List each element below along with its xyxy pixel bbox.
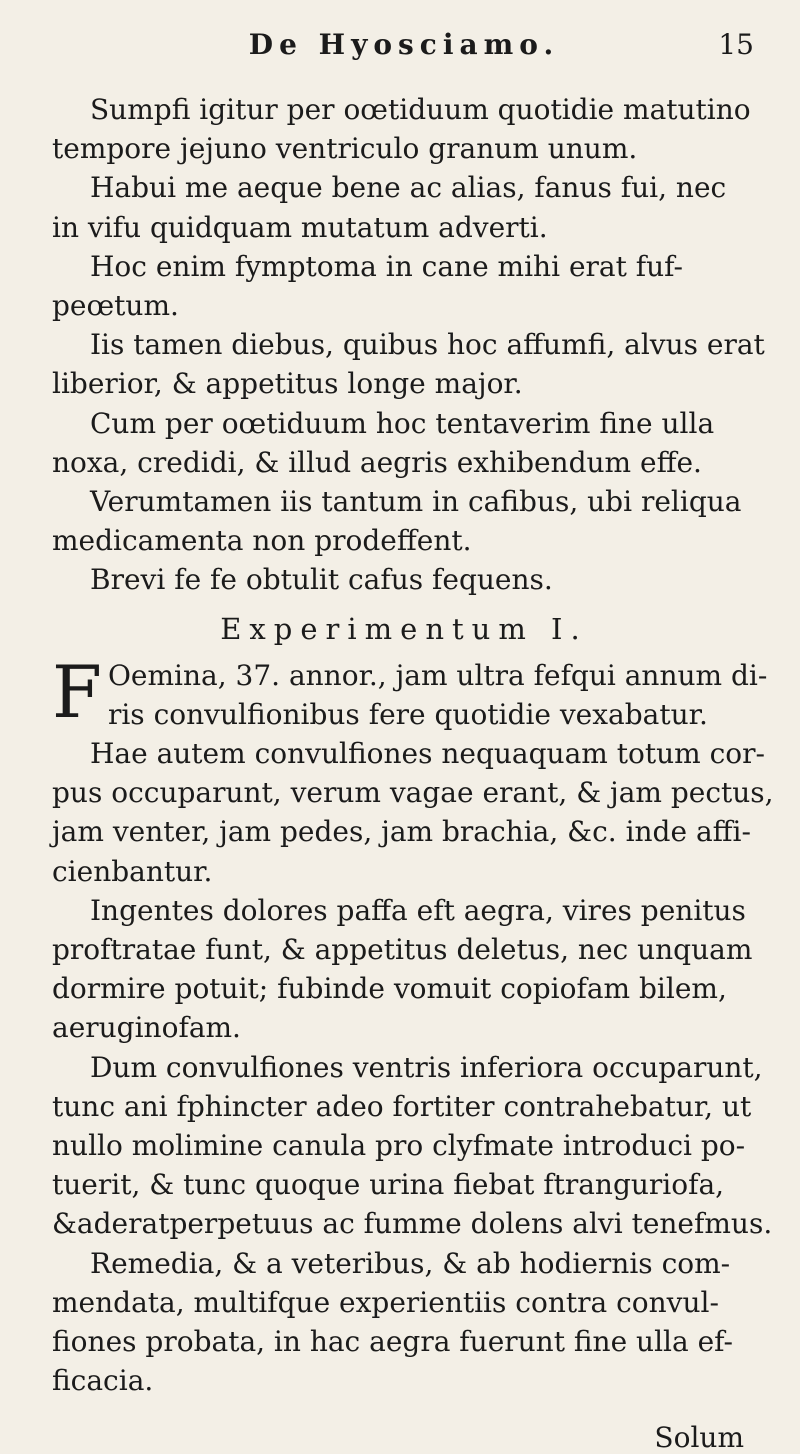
text-line: nullo molimine canula pro clyfmate introduci po- xyxy=(52,1129,746,1163)
text-line: Verumtamen iis tantum in cafibus, ubi reliqua xyxy=(90,485,742,519)
section-title: Experimentum I. xyxy=(220,611,588,646)
text-line: Dum convulfiones ventris inferiora occuparunt, xyxy=(90,1050,763,1084)
text-line: Brevi fe fe obtulit cafus fequens. xyxy=(90,563,553,597)
text-line: Sumpfi igitur per oœtiduum quotidie matutino xyxy=(90,93,751,126)
experiment-text xyxy=(52,649,774,1401)
text-line: jam venter, jam pedes, jam brachia, &c. inde affi- xyxy=(52,815,751,849)
running-head: De Hyosciamo. xyxy=(248,28,560,61)
text-line: in vifu quidquam mutatum adverti. xyxy=(52,210,548,244)
text-line: mendata, multifque experientiis contra convul- xyxy=(52,1285,719,1319)
experiment-lines xyxy=(52,734,774,1400)
page-number: 15 xyxy=(718,28,754,61)
text-line: cienbantur. xyxy=(52,854,213,888)
text-line: tunc ani fphincter adeo fortiter contrahebatur, ut xyxy=(52,1089,752,1123)
text-line: Hae autem convulfiones nequaquam totum cor- xyxy=(90,737,765,771)
text-line: Hoc enim fymptoma in cane mihi erat fuf- xyxy=(90,249,683,283)
text-line: noxa, credidi, & illud aegris exhibendum effe. xyxy=(52,445,702,479)
text-line: Remedia, & a veteribus, & ab hodiernis com- xyxy=(90,1246,731,1280)
text-line: pus occuparunt, verum vagae erant, & jam pectus, xyxy=(52,776,774,810)
text-line: Oemina, 37. annor., jam ultra fefqui annum di- xyxy=(107,658,768,692)
text-line: medicamenta non prodeffent. xyxy=(52,524,472,558)
text-line: &aderatperpetuus ac fumme dolens alvi tenefmus. xyxy=(52,1207,773,1241)
drop-cap: F xyxy=(52,649,102,734)
text-line: ris convulfionibus fere quotidie vexabatur. xyxy=(107,697,708,731)
text-line: peœtum. xyxy=(52,289,179,323)
text-line: ficacia. xyxy=(52,1364,154,1398)
text-line: proftratae funt, & appetitus deletus, nec unquam xyxy=(52,933,753,967)
text-line: tempore jejuno ventriculo granum unum. xyxy=(52,132,638,166)
text-line: fiones probata, in hac aegra fuerunt fine ulla ef- xyxy=(52,1325,733,1359)
text-line: dormire potuit; fubinde vomuit copiofam bilem, xyxy=(52,972,727,1006)
text-line: Ingentes dolores paffa eft aegra, vires penitus xyxy=(90,893,746,927)
text-line: tuerit, & tunc quoque urina fiebat ftranguriofa, xyxy=(52,1168,725,1202)
text-line: Iis tamen diebus, quibus hoc affumfi, alvus erat xyxy=(90,328,765,362)
text-line: liberior, & appetitus longe major. xyxy=(52,367,523,401)
opening-paragraph xyxy=(52,649,768,734)
page-header xyxy=(52,28,756,90)
text-line: Cum per oœtiduum hoc tentaverim fine ulla xyxy=(90,406,715,440)
intro-text xyxy=(52,90,765,600)
text-line: Habui me aeque bene ac alias, fanus fui, nec xyxy=(90,171,727,205)
catchword: Solum xyxy=(654,1420,744,1454)
text-line: aeruginofam. xyxy=(52,1011,241,1045)
